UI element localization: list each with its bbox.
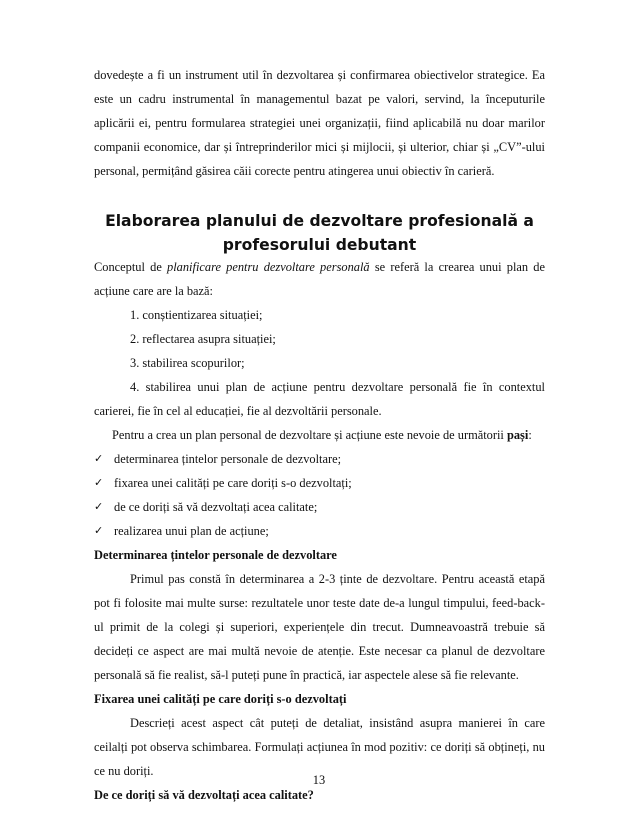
steps-intro-text: Pentru a crea un plan personal de dezvoltare și acțiune este nevoie de următorii: [112, 428, 507, 442]
checklist-text: determinarea țintelor personale de dezvoltare;: [114, 452, 342, 466]
steps-keyword: pași: [506, 428, 529, 442]
concept-paragraph: [94, 255, 545, 303]
checklist-item: [94, 519, 545, 543]
checkmark-icon: ✓: [94, 452, 104, 465]
numbered-item-2: 2. reflectarea asupra situației;: [130, 332, 276, 346]
checklist-item: [94, 495, 545, 519]
quality-paragraph: Descrieți acest aspect cât puteți de detaliat, insistând asupra manierei în care ceilalți pot observa schimbarea. Formulați acțiunea în mod pozitiv: ce doriți să obțineți, nu ce nu doriți.: [94, 716, 545, 778]
subheading-targets: Determinarea țintelor personale de dezvoltare: [94, 548, 337, 562]
numbered-item-4: 4. stabilirea unui plan de acțiune pentru dezvoltare personală fie în contextul carierei, fie în cel al educației, fie al dezvoltării personale.: [94, 380, 545, 418]
subheading-why: De ce doriți să vă dezvoltați acea calitate?: [94, 788, 314, 802]
section-title: Elaborarea planului de dezvoltare profesională a profesorului debutant: [105, 212, 534, 254]
checklist-item: [94, 471, 545, 495]
intro-paragraph: dovedește a fi un instrument util în dezvoltarea și confirmarea obiectivelor strategice. Ea este un cadru instrumental în managementul bazat pe valori, servind, la începuturile aplicării ei, pentru formularea strategiei unei organizații, fiind aplicabilă nu doar marilor companii economice, dar și întreprinderilor mici și mijlocii, și ulterior, chiar și „CV”-ului personal, permițând găsirea căii corecte pentru atingerea unui obiectiv în carieră.: [94, 68, 545, 178]
concept-emphasis: planificare pentru dezvoltare personală: [167, 260, 370, 274]
main-content: [94, 255, 545, 807]
checklist-text: fixarea unei calități pe care doriți s-o dezvoltați;: [114, 476, 352, 490]
targets-paragraph: Primul pas constă în determinarea a 2-3 ținte de dezvoltare. Pentru această etapă pot fi folosite mai multe surse: rezultatele unor teste date de-a lungul timpului, feed-back-ul primit de la colegi și superiori, experiențele din trecut. Dumneavoastră trebuie să decideți ce aspect are mai multă nevoie de atenție. Este necesar ca planul de dezvoltare personală să fie realist, să-l puteți pune în practică, iar aspectele alese să fie relevante.: [94, 572, 545, 682]
checklist-item: [94, 447, 545, 471]
concept-text-end: se referă la crearea unui plan de acțiune care are la bază:: [94, 260, 545, 298]
numbered-item-1: 1. conștientizarea situației;: [130, 308, 263, 322]
steps-intro: [94, 423, 545, 447]
concept-text: Conceptul de: [94, 260, 168, 274]
steps-intro-colon: :: [528, 428, 532, 442]
checkmark-icon: ✓: [94, 500, 104, 513]
checklist-text: realizarea unui plan de acțiune;: [114, 524, 269, 538]
numbered-item-3: 3. stabilirea scopurilor;: [130, 356, 245, 370]
checklist-text: de ce doriți să vă dezvoltați acea calitate;: [114, 500, 318, 514]
page-number: 13: [312, 773, 326, 787]
subheading-quality: Fixarea unei calități pe care doriți s-o dezvoltați: [94, 692, 347, 706]
checkmark-icon: ✓: [94, 524, 104, 537]
checkmark-icon: ✓: [94, 476, 104, 489]
intro-block: [94, 63, 545, 183]
